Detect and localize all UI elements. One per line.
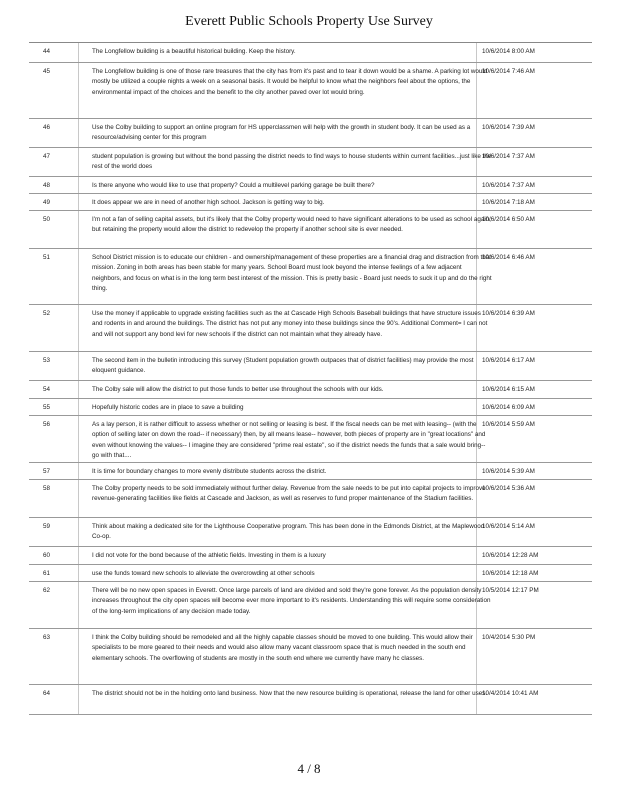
response-text: As a lay person, it is rather difficult to assess whether or not selling or leasing is best. If the fiscal needs can be met with leasing-- (with the option of selling later on down the road-- if necessary) then, by all means lease-- however, both pieces of property are in "great locations" and even without knowing the values-- I imagine they are considered "prime real estate", so if the district needs the funds that a sale would bring-- go with that.... (92, 421, 486, 460)
table-row (29, 177, 592, 194)
response-number: 57 (43, 468, 51, 475)
response-text: Hopefully historic codes are in place to save a building (92, 404, 244, 411)
table-row (29, 148, 592, 177)
table-row (29, 685, 592, 715)
response-number: 51 (43, 254, 51, 261)
table-row (29, 582, 592, 629)
response-text: Use the money if applicable to upgrade existing facilities such as the at Cascade High Schools Baseball buildings that have structure issues and rodents in and around the buildings. The district has not put any money into these buildings since the 90's. Additional Comment= I can not and will not support any bond levi for new schools if the district can not maintain what they already have. (92, 310, 488, 338)
response-number: 55 (43, 404, 51, 411)
response-date: 10/4/2014 5:30 PM (482, 634, 536, 641)
response-number: 44 (43, 48, 51, 55)
response-date: 10/6/2014 5:14 AM (482, 523, 535, 530)
table-row (29, 629, 592, 685)
response-date: 10/6/2014 6:39 AM (482, 310, 535, 317)
response-date: 10/6/2014 6:15 AM (482, 386, 535, 393)
response-date: 10/6/2014 5:39 AM (482, 468, 535, 475)
response-text: The Colby sale will allow the district to put those funds to better use throughout the schools with our kids. (92, 386, 384, 393)
table-row (29, 463, 592, 480)
response-date: 10/6/2014 6:09 AM (482, 404, 535, 411)
table-row (29, 43, 592, 63)
response-number: 54 (43, 386, 51, 393)
response-date: 10/6/2014 7:39 AM (482, 124, 535, 131)
response-text: The Longfellow building is one of those rare treasures that the city has from it's past and to tear it down would be a shame. A parking lot would mostly be utilized a couple nights a week on a seasonal basis. It would be helpful to know what the neighbors feel about the options, the environmental impact of the choices and the benefit to the city another paved over lot would bring. (92, 68, 488, 96)
response-text: The Longfellow building is a beautiful historical building. Keep the history. (92, 48, 296, 55)
table-row (29, 119, 592, 148)
table-row (29, 518, 592, 547)
response-text: The district should not be in the holding onto land business. Now that the new resource building is operational, release the land for other uses. (92, 690, 488, 697)
response-text: Use the Colby building to support an online program for HS upperclassmen will help with the growth in student body. It can be used as a resource/advising center for this program (92, 124, 471, 142)
response-number: 63 (43, 634, 51, 641)
response-text: The second item in the bulletin introducing this survey (Student population growth outpaces that of district facilities) may provide the most eloquent guidance. (92, 357, 474, 375)
response-text: Think about making a dedicated site for the Lighthouse Cooperative program. This has been done in the Edmonds District, at the Maplewood Co-op. (92, 523, 485, 541)
response-number: 49 (43, 199, 51, 206)
response-text: School District mission is to educate our children - and ownership/management of these properties are a financial drag and distraction from that mission. Zoning in both areas has been stable for many years. School Board must look beyond the intense feelings of a few adjacent neighbors, and focus on what is in the long term best interest of the mission. This is pretty basic - Board just needs to suck it up and do the right thing. (92, 254, 492, 293)
response-date: 10/6/2014 6:46 AM (482, 254, 535, 261)
response-date: 10/5/2014 12:17 PM (482, 587, 539, 594)
table-row (29, 305, 592, 352)
response-date: 10/6/2014 5:59 AM (482, 421, 535, 428)
response-number: 47 (43, 153, 51, 160)
responses-table (29, 42, 592, 715)
table-row (29, 381, 592, 399)
response-number: 60 (43, 552, 51, 559)
table-row (29, 211, 592, 249)
response-number: 50 (43, 216, 51, 223)
response-number: 59 (43, 523, 51, 530)
response-number: 62 (43, 587, 51, 594)
response-text: The Colby property needs to be sold immediately without further delay. Revenue from the sale needs to be put into capital projects to improve revenue-generating facilities like fields at Cascade and Jackson, as well as reserves to fund proper maintenance of the Stadium facilities. (92, 485, 486, 503)
response-number: 53 (43, 357, 51, 364)
response-number: 45 (43, 68, 51, 75)
response-number: 46 (43, 124, 51, 131)
table-row (29, 352, 592, 381)
table-row (29, 480, 592, 518)
response-number: 64 (43, 690, 51, 697)
page-indicator: 4 / 8 (297, 761, 321, 776)
response-text: I did not vote for the bond because of the athletic fields. Investing in them is a luxury (92, 552, 326, 559)
table-row (29, 194, 592, 211)
response-text: use the funds toward new schools to alleviate the overcrowding at other schools (92, 570, 315, 577)
page-title: Everett Public Schools Property Use Survey (185, 14, 433, 29)
response-date: 10/6/2014 7:18 AM (482, 199, 535, 206)
response-date: 10/6/2014 5:36 AM (482, 485, 535, 492)
response-date: 10/6/2014 12:18 AM (482, 570, 539, 577)
response-text: It does appear we are in need of another high school. Jackson is getting way to big. (92, 199, 325, 206)
table-row (29, 565, 592, 582)
response-text: student population is growing but without the bond passing the district needs to find ways to house students within current facilities...just like the rest of the world does (92, 153, 492, 171)
response-text: It is time for boundary changes to more evenly distribute students across the district. (92, 468, 327, 475)
response-number: 61 (43, 570, 51, 577)
table-row (29, 416, 592, 463)
response-date: 10/4/2014 10:41 AM (482, 690, 539, 697)
response-text: I think the Colby building should be remodeled and all the highly capable classes should be moved to one building. This would allow their specialists to be more geared to their needs and would also allow many vacant classroom space that is much needed in the south end elementary schools. The overflowing of students are mostly in the south end where we currently have many hc classes. (92, 634, 473, 662)
response-date: 10/6/2014 6:50 AM (482, 216, 535, 223)
response-number: 52 (43, 310, 51, 317)
response-number: 56 (43, 421, 51, 428)
response-date: 10/6/2014 12:28 AM (482, 552, 539, 559)
response-text: Is there anyone who would like to use that property? Could a multilevel parking garage be built there? (92, 182, 375, 189)
table-row (29, 399, 592, 416)
table-row (29, 63, 592, 119)
response-number: 48 (43, 182, 51, 189)
response-text: There will be no new open spaces in Everett. Once large parcels of land are divided and sold they're gone forever. As the population density increases throughout the city open spaces will become ever more important to it's residents. Understanding this will require some consideration of the long-term implications of any decision made today. (92, 587, 491, 615)
table-row (29, 249, 592, 305)
response-date: 10/6/2014 7:37 AM (482, 182, 535, 189)
response-number: 58 (43, 485, 51, 492)
response-date: 10/6/2014 7:46 AM (482, 68, 535, 75)
table-row (29, 547, 592, 565)
response-date: 10/6/2014 8:00 AM (482, 48, 535, 55)
response-date: 10/6/2014 7:37 AM (482, 153, 535, 160)
response-date: 10/6/2014 6:17 AM (482, 357, 535, 364)
response-text: I'm not a fan of selling capital assets, but it's likely that the Colby property would need to have significant alterations to be used as school again, but retaining the property would allow the district to redevelop the property if another school site is ever needed. (92, 216, 491, 234)
